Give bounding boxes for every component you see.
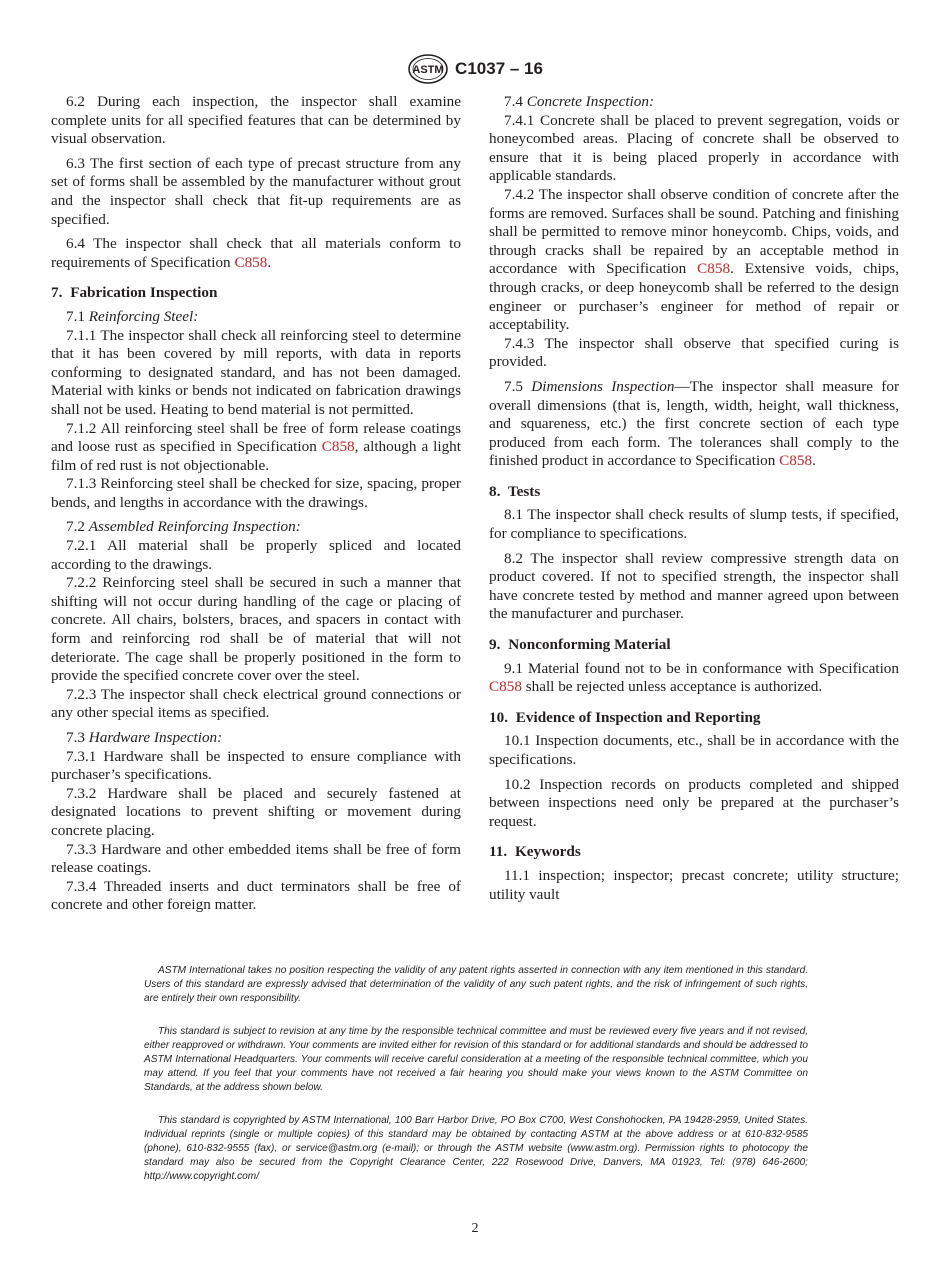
paragraph-11-1: 11.1 inspection; inspector; precast concrete; utility structure; utility vault xyxy=(489,866,899,903)
paragraph-8-1: 8.1 The inspector shall check results of slump tests, if specified, for compliance to specifications. xyxy=(489,506,899,543)
paragraph-7-3-3: 7.3.3 Hardware and other embedded items shall be free of form release coatings. xyxy=(51,840,461,877)
paragraph-7-4-1: 7.4.1 Concrete shall be placed to prevent segregation, voids or honeycombed areas. Placing of concrete shall be observed to ensure that it is being placed properly in accordance with applicable standards. xyxy=(489,111,899,185)
paragraph-7-4-3: 7.4.3 The inspector shall observe that specified curing is provided. xyxy=(489,334,899,371)
paragraph-6-3: 6.3 The first section of each type of precast structure from any set of forms shall be assembled by the manufacturer without grout and the inspector shall check that fit-up requirements are as specified. xyxy=(51,154,461,228)
paragraph-7-5: 7.5 Dimensions Inspection—The inspector shall measure for overall dimensions (that is, length, width, height, wall thickness, and squareness, etc.) the first concrete section of each type produced from each form. The tolerances shall comply to the finished product in accordance to Specification C858. xyxy=(489,377,900,470)
paragraph-7-1-2: 7.1.2 All reinforcing steel shall be free of form release coatings and loose rust as specified in Specification C858, although a light film of red rust is not objectionable. xyxy=(51,419,461,474)
paragraph-7-1-3: 7.1.3 Reinforcing steel shall be checked for size, spacing, proper bends, and lengths in accordance with the drawings. xyxy=(51,475,461,511)
patent-notice: ASTM International takes no position respecting the validity of any patent rights asserted in connection with any item mentioned in this standard. Users of this standard are expressly advised that determination of the validity of any such patent rights, and the risk of infringement of such rights, are entirely their own responsibility. xyxy=(144,965,808,1004)
section-10-heading: 10. Evidence of Inspection and Reporting xyxy=(489,708,761,726)
paragraph-7-2-3: 7.2.3 The inspector shall check electrical ground connections or any other special items as specified. xyxy=(51,685,461,722)
paragraph-7-2-1: 7.2.1 All material shall be properly spliced and located according to the drawings. xyxy=(51,537,461,573)
astm-logo-icon xyxy=(407,53,449,85)
paragraph-7-4: 7.4 Concrete Inspection: xyxy=(504,93,655,110)
paragraph-8-2: 8.2 The inspector shall review compressive strength data on product covered. If not to specified strength, the inspector shall have concrete tested by method and manner agreed upon between the manufacturer and purchaser. xyxy=(489,549,899,623)
c858-link[interactable]: C858 xyxy=(321,438,355,456)
paragraph-6-4: 6.4 The inspector shall check that all materials conform to requirements of Specification C858. xyxy=(51,235,461,271)
page-header xyxy=(0,52,950,86)
paragraph-7-3-1: 7.3.1 Hardware shall be inspected to ensure compliance with purchaser’s specifications. xyxy=(51,747,461,784)
section-8-heading: 8. Tests xyxy=(489,482,541,500)
c858-link[interactable]: C858 xyxy=(697,260,731,278)
paragraph-7-1-1: 7.1.1 The inspector shall check all reinforcing steel to determine that it has been covered by mill reports, with data in reports conforming to designated standard, and has not been damaged. Material with kinks or bends not indicated on fabrication drawings shall not be used. Heating to bend material is not permitted. xyxy=(51,326,461,418)
section-11-heading: 11. Keywords xyxy=(489,843,581,861)
svg-text:ASTM: ASTM xyxy=(412,64,444,76)
page-number: 2 xyxy=(471,1221,479,1236)
document-designation: C1037 – 16 xyxy=(455,59,543,78)
paragraph-7-3-2: 7.3.2 Hardware shall be placed and securely fastened at designated locations to prevent shifting or movement during concrete placing. xyxy=(51,784,461,839)
section-7-heading: 7. Fabrication Inspection xyxy=(51,284,218,302)
paragraph-10-1: 10.1 Inspection documents, etc., shall be in accordance with the specifications. xyxy=(489,732,899,768)
right-column xyxy=(489,93,899,904)
paragraph-7-2-2: 7.2.2 Reinforcing steel shall be secured in such a manner that shifting will not occur during handling of the cage or placing of concrete. All chairs, bolsters, braces, and spacers in contact with form and reinforcing rod shall be of material that will not deteriorate. The cage shall be properly positioned in the form to provide the specified concrete cover over the steel. xyxy=(51,574,461,685)
section-9-heading: 9. Nonconforming Material xyxy=(489,636,671,654)
paragraph-7-2: 7.2 Assembled Reinforcing Inspection: xyxy=(66,518,301,536)
paragraph-9-1: 9.1 Material found not to be in conformance with Specification C858 shall be rejected unless acceptance is authorized. xyxy=(489,659,899,696)
left-column xyxy=(51,93,461,915)
copyright-notice: This standard is copyrighted by ASTM International, 100 Barr Harbor Drive, PO Box C700, West Conshohocken, PA 19428-2959, United States. Individual reprints (single or multiple copies) of this standard may be obtained by contacting ASTM at the above address or at 610-832-9585 (phone), 610-832-9555 (fax), or service@astm.org (e-mail); or through the ASTM website (www.astm.org). Permission rights to photocopy the standard may also be secured from the Copyright Clearance Center, 222 Rosewood Drive, Danvers, MA 01923, Tel: (978) 646-2600; http://www.copyright.com/ xyxy=(144,1115,808,1182)
c858-link[interactable]: C858 xyxy=(489,678,522,696)
paragraph-7-4-2: 7.4.2 The inspector shall observe condition of concrete after the forms are removed. Surfaces shall be sound. Patching and finishing shall be permitted to remove minor honeycomb. Chips, voids, and through cracks shall be repaired by an acceptable method in accordance with Specification C858. Extensive voids, chips, through cracks, or deep honeycomb shall be referred to the design engineer or purchaser’s engineer for method of repair or acceptability. xyxy=(489,185,899,334)
revision-notice: This standard is subject to revision at any time by the responsible technical committee and must be reviewed every five years and if not revised, either reapproved or withdrawn. Your comments are invited either for revision of this standard or for additional standards and should be addressed to ASTM International Headquarters. Your comments will receive careful consideration at a meeting of the responsible technical committee, which you may attend. If you feel that your comments have not received a fair hearing you should make your views known to the ASTM Committee on Standards, at the address shown below. xyxy=(144,1026,808,1093)
c858-link[interactable]: C858 xyxy=(779,452,813,470)
c858-link[interactable]: C858 xyxy=(234,253,268,271)
paragraph-7-3: 7.3 Hardware Inspection: xyxy=(66,729,223,746)
paragraph-6-2: 6.2 During each inspection, the inspector shall examine complete units for all specified features that can be determined by visual observation. xyxy=(51,93,461,148)
paragraph-7-1: 7.1 Reinforcing Steel: xyxy=(66,307,199,325)
paragraph-7-3-4: 7.3.4 Threaded inserts and duct terminators shall be free of concrete and other foreign matter. xyxy=(51,877,461,914)
paragraph-10-2: 10.2 Inspection records on products completed and shipped between inspections need only be prepared at the purchaser’s request. xyxy=(489,775,899,830)
